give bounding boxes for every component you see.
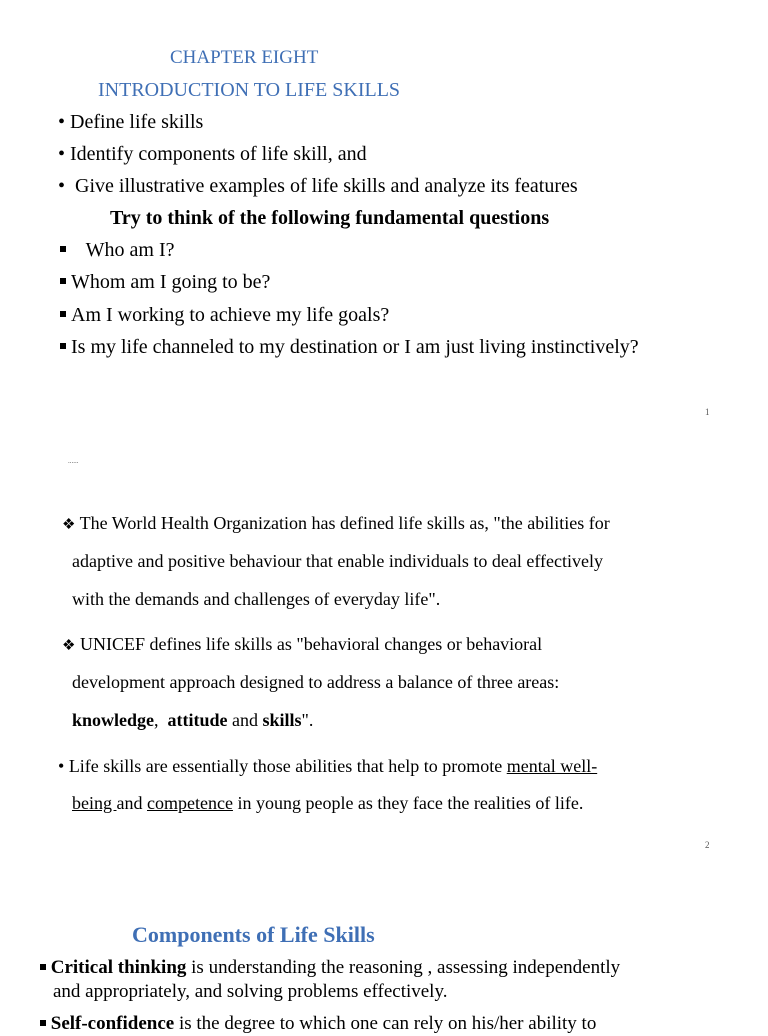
questions-prompt: Try to think of the following fundamental questions	[110, 207, 550, 229]
component-term: Self-confidence	[50, 1013, 175, 1034]
chapter-label: CHAPTER EIGHT	[170, 47, 319, 68]
keyword-attitude: attitude	[167, 710, 228, 730]
keyword-knowledge: knowledge	[72, 710, 155, 730]
keyword-skills: skills	[262, 710, 302, 730]
question-text: Whom am I going to be?	[71, 271, 271, 293]
who-definition-line: adaptive and positive behaviour that enable individuals to deal effectively	[72, 551, 603, 571]
square-bullet-icon	[60, 246, 66, 252]
who-definition-line: with the demands and challenges of everyday life".	[72, 589, 441, 609]
who-definition-line	[62, 512, 610, 536]
unicef-text: UNICEF defines life skills as "behavioral changes or behavioral	[79, 634, 543, 654]
comma: ,	[154, 710, 159, 730]
objective-text: Give illustrative examples of life skills and analyze its features	[75, 175, 578, 197]
square-bullet-icon	[60, 278, 66, 284]
question-item	[60, 238, 175, 262]
components-title: Components of Life Skills	[132, 922, 375, 947]
question-item	[60, 270, 270, 294]
unicef-definition-line	[72, 709, 313, 731]
square-bullet-icon	[40, 964, 46, 970]
life-skills-line	[58, 755, 597, 777]
diamond-bullet-icon: ❖	[62, 517, 76, 533]
life-skills-text: in young people as they face the realities of life.	[232, 793, 584, 813]
bullet-dot: •	[58, 143, 66, 165]
component-item	[40, 1012, 596, 1036]
bullet-dot: •	[58, 111, 66, 133]
wellbeing-continued: being	[72, 793, 117, 813]
component-text: is understanding the reasoning , assessing independently	[186, 957, 621, 978]
and-word: and	[232, 710, 259, 730]
objective-item	[58, 142, 367, 166]
square-bullet-icon	[60, 343, 66, 349]
unicef-definition-line: development approach designed to address a balance of three areas:	[72, 672, 560, 692]
objective-item	[58, 174, 578, 198]
life-skills-line	[72, 792, 583, 814]
component-text: is the degree to which one can rely on his/her ability to	[174, 1013, 597, 1034]
objective-text: Identify components of life skill, and	[70, 143, 367, 165]
page-number: 1	[705, 407, 710, 417]
page-number: 2	[705, 840, 710, 850]
component-term: Critical thinking	[50, 957, 187, 978]
bullet-dot: •	[58, 175, 66, 197]
chapter-title: INTRODUCTION TO LIFE SKILLS	[98, 79, 401, 101]
question-item	[60, 335, 639, 359]
component-item-continued: and appropriately, and solving problems effectively.	[53, 981, 448, 1002]
objective-item	[58, 110, 203, 134]
bullet-dot: •	[58, 756, 65, 776]
quote-end: ".	[301, 710, 314, 730]
question-text: Is my life channeled to my destination or I am just living instinctively?	[71, 336, 639, 358]
question-text: Who am I?	[85, 239, 175, 261]
diamond-bullet-icon: ❖	[62, 638, 76, 654]
question-item	[60, 303, 389, 327]
objective-text: Define life skills	[70, 111, 204, 133]
who-text: The World Health Organization has defined life skills as, "the abilities for	[79, 513, 610, 533]
question-text: Am I working to achieve my life goals?	[71, 304, 390, 326]
mental-wellbeing-link: mental well-	[506, 756, 598, 776]
square-bullet-icon	[40, 1020, 46, 1026]
unicef-definition-line	[62, 633, 542, 657]
competence-term: competence	[147, 793, 233, 813]
dots-mark: ......	[68, 457, 79, 465]
square-bullet-icon	[60, 311, 66, 317]
and-word: and	[116, 793, 147, 813]
life-skills-text: Life skills are essentially those abilities that help to promote	[68, 756, 507, 776]
component-item	[40, 956, 620, 980]
